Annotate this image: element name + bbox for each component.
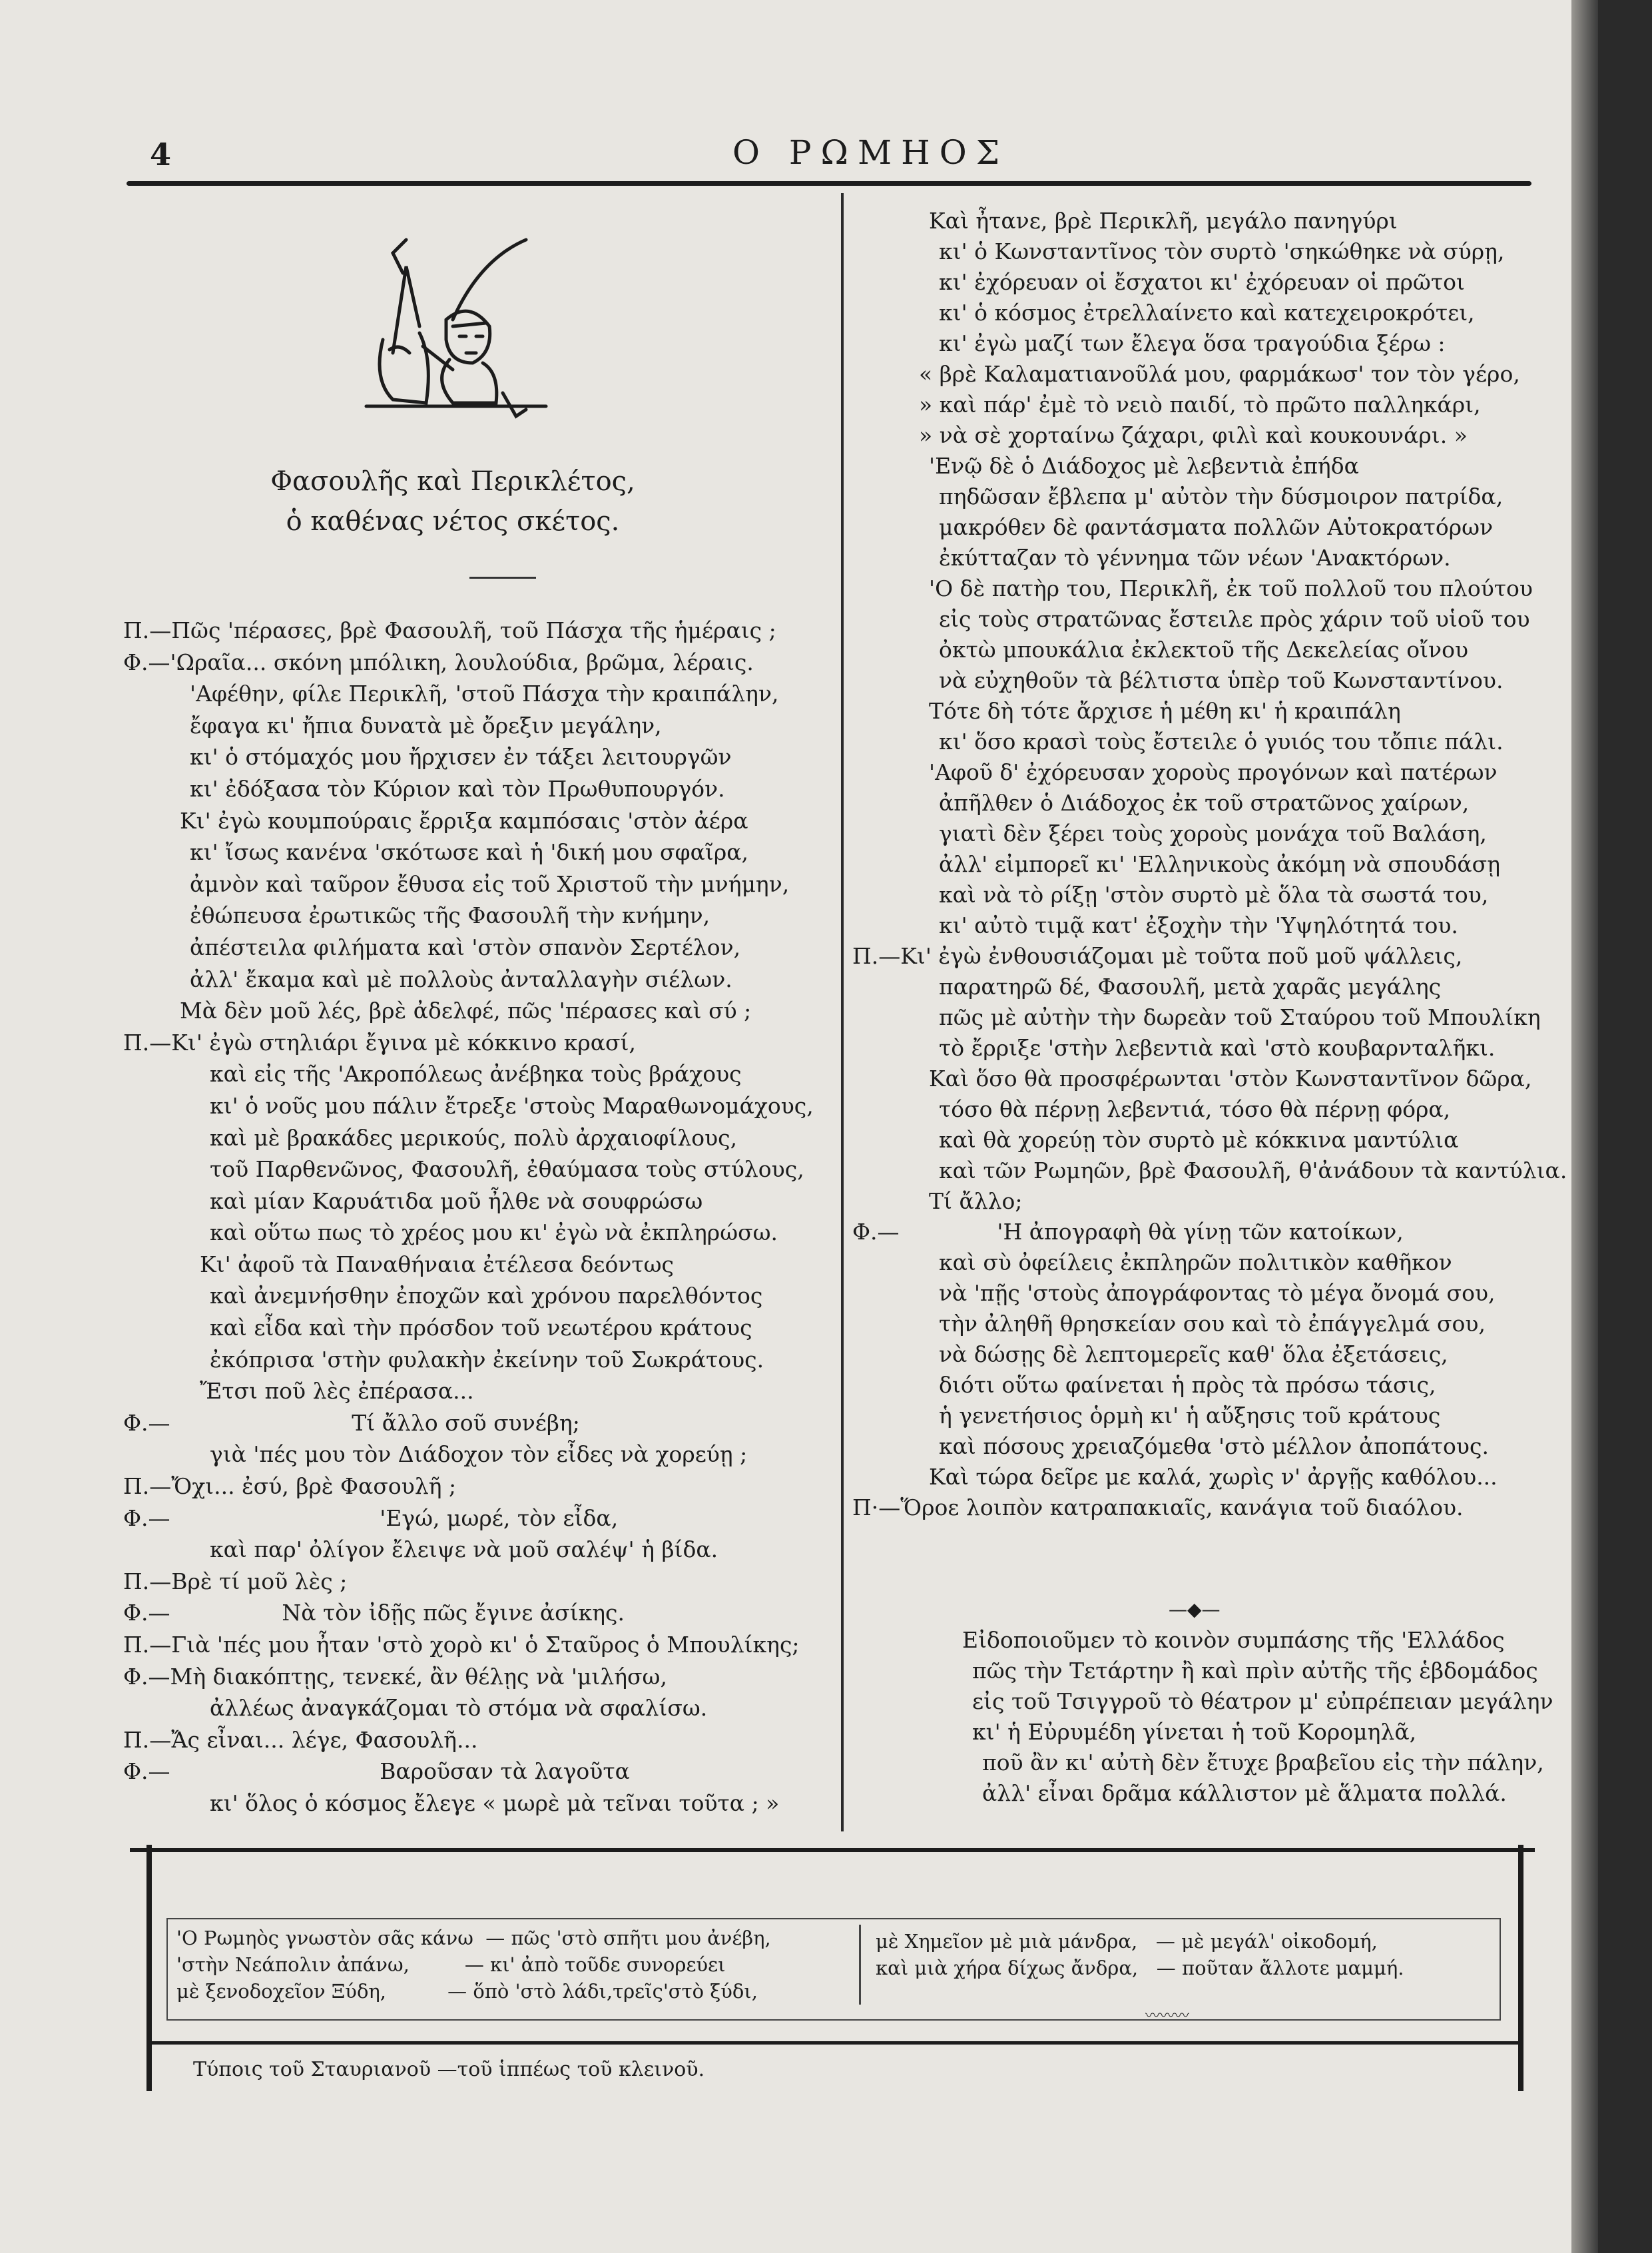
advert-left-text bbox=[176, 1925, 771, 2005]
verse-line: Π.—Ὄχι... ἐσύ, βρὲ Φασουλῆ ; bbox=[123, 1473, 457, 1500]
verse-line: » καὶ πάρ' ἐμὲ τὸ νειὸ παιδί, τὸ πρῶτο παλληκάρι, bbox=[919, 392, 1481, 418]
verse-line: Π·—Ὅροε λοιπὸν κατραπακιαῖς, κανάγια τοῦ διαόλου. bbox=[852, 1494, 1464, 1520]
verse-line: καὶ οὕτω πως τὸ χρέος μου κι' ἐγὼ νὰ ἐκπληρώσω. bbox=[210, 1219, 778, 1246]
verse-line: κι' αὐτὸ τιμᾷ κατ' ἐξοχὴν τὴν 'Υψηλότητά του. bbox=[939, 912, 1458, 938]
footer-rule bbox=[146, 2041, 1518, 2045]
verse-line: ἐθώπευσα ἐρωτικῶς τῆς Φασουλῆ τὴν κνήμην, bbox=[190, 902, 710, 929]
verse-line: κι' ὅλος ὁ κόσμος ἔλεγε « μωρὲ μὰ τεῖναι τοῦτα ; » bbox=[210, 1789, 780, 1816]
column-rule bbox=[841, 193, 844, 1831]
verse-line: ἀλλ' ἔκαμα καὶ μὲ πολλοὺς ἀνταλλαγὴν σιέλων. bbox=[190, 966, 732, 992]
advert-top-rule bbox=[130, 1848, 1535, 1852]
advert-flourish: 〰〰〰 bbox=[1145, 2008, 1190, 2025]
verse-line: καὶ παρ' ὀλίγον ἔλειψε νὰ μοῦ σαλέψ' ἡ βίδα. bbox=[210, 1536, 718, 1563]
notice-line: ποῦ ἂν κι' αὐτὴ δὲν ἔτυχε βραβεῖου εἰς τὴν πάλην, bbox=[982, 1750, 1544, 1775]
verse-line: ἀλλ' εἰμπορεῖ κι' 'Ελληνικοὺς ἀκόμη νὰ σπουδάσῃ bbox=[939, 851, 1500, 877]
title-line-1: Φασουλῆς καὶ Περικλέτος, bbox=[270, 466, 635, 497]
verse-line: 'Ενῷ δὲ ὁ Διάδοχος μὲ λεβεντιὰ ἐπήδα bbox=[929, 453, 1359, 479]
advert-line: μὲ Χημεῖον μὲ μιὰ μάνδρα, — μὲ μεγάλ' οἰκοδομή, bbox=[876, 1930, 1378, 1953]
verse-line: ἀλλέως ἀναγκάζομαι τὸ στόμα νὰ σφαλίσω. bbox=[210, 1695, 708, 1722]
verse-line: παρατηρῶ δέ, Φασουλῆ, μετὰ χαρᾶς μεγάλης bbox=[939, 974, 1442, 1000]
verse-line: καὶ πόσους χρειαζόμεθα 'στὸ μέλλον ἀποπάτους. bbox=[939, 1433, 1489, 1459]
verse-line: καὶ εἶδα καὶ τὴν πρόσδον τοῦ νεωτέρου κράτους bbox=[210, 1315, 752, 1341]
notice-line: πῶς τὴν Τετάρτην ἢ καὶ πρὶν αὐτῆς τῆς ἑβδομάδος bbox=[972, 1658, 1538, 1684]
verse-line: τὸ ἔρριξε 'στὴν λεβεντιὰ καὶ 'στὸ κουβαρνταλῆκι. bbox=[939, 1035, 1496, 1061]
verse-line: Κι' ἐγὼ κουμπούραις ἔρριξα καμπόσαις 'στὸν ἀέρα bbox=[180, 807, 748, 834]
verse-line: καὶ μίαν Καρυάτιδα μοῦ ἦλθε νὰ σουφρώσω bbox=[210, 1187, 703, 1214]
verse-line: Φ.— Τί ἄλλο σοῦ συνέβη; bbox=[123, 1409, 580, 1436]
masthead: Ο ΡΩΜΗΟΣ bbox=[732, 133, 1009, 172]
verse-line: ἐκύτταζαν τὸ γέννημα τῶν νέων 'Ανακτόρων. bbox=[939, 545, 1451, 571]
verse-line: « βρὲ Καλαματιανοῦλά μου, φαρμάκωσ' τον τὸν γέρο, bbox=[919, 361, 1520, 387]
verse-line: Καὶ τώρα δεῖρε με καλά, χωρὶς ν' ἀργῇς καθόλου... bbox=[929, 1464, 1498, 1490]
verse-line: κι' ἐδόξασα τὸν Κύριον καὶ τὸν Πρωθυπουργόν. bbox=[190, 775, 725, 802]
verse-line: Φ.—Μὴ διακόπτῃς, τενεκέ, ἂν θέλῃς νὰ 'μιλήσω, bbox=[123, 1663, 667, 1690]
notice-line: Εἰδοποιοῦμεν τὸ κοινὸν συμπάσης τῆς 'Ελλάδος bbox=[962, 1627, 1505, 1653]
advert-left-bar bbox=[146, 1845, 152, 2065]
advert-line: 'Ο Ρωμηὸς γνωστὸν σᾶς κάνω — πῶς 'στὸ σπῆτι μου ἀνέβη, bbox=[176, 1927, 771, 1949]
title-line-2: ὁ καθένας νέτος σκέτος. bbox=[286, 506, 620, 537]
verse-line: καὶ σὺ ὀφείλεις ἐκπληρῶν πολιτικὸν καθῆκον bbox=[939, 1249, 1452, 1275]
notice-line: ἀλλ' εἶναι δρᾶμα κάλλιστον μὲ ἅλματα πολλά. bbox=[982, 1780, 1507, 1806]
verse-line: Φ.—'Ωραῖα... σκόνη μπόλικη, λουλούδια, βρῶμα, λέραις. bbox=[123, 649, 754, 675]
advert-line: μὲ ξενοδοχεῖον Ξύδη, — ὅπὸ 'στὸ λάδι,τρεῖς'στὸ ξύδι, bbox=[176, 1980, 758, 2003]
verse-line: καὶ εἰς τῆς 'Ακροπόλεως ἀνέβηκα τοὺς βράχους bbox=[210, 1061, 742, 1088]
verse-line: Φ.— Νὰ τὸν ἰδῇς πῶς ἔγινε ἀσίκης. bbox=[123, 1600, 625, 1626]
advert-line: 'στὴν Νεάπολιν ἀπάνω, — κι' ἀπὸ τοῦδε συνορεύει bbox=[176, 1953, 726, 1976]
advert-divider bbox=[859, 1925, 861, 2005]
verse-line: νὰ 'πῇς 'στοὺς ἀπογράφοντας τὸ μέγα ὄνομά σου, bbox=[939, 1280, 1496, 1306]
verse-line: ἔφαγα κι' ἤπια δυνατὰ μὲ ὄρεξιν μεγάλην, bbox=[190, 712, 662, 739]
verse-line: Μὰ δὲν μοῦ λές, βρὲ ἀδελφέ, πῶς 'πέρασες καὶ σύ ; bbox=[180, 998, 752, 1024]
verse-line: Φ.— 'Η ἀπογραφὴ θὰ γίνῃ τῶν κατοίκων, bbox=[852, 1219, 1404, 1245]
verse-line: Π.—Βρὲ τί μοῦ λὲς ; bbox=[123, 1568, 348, 1594]
verse-line: καὶ θὰ χορεύῃ τὸν συρτὸ μὲ κόκκινα μαντύλια bbox=[939, 1127, 1459, 1153]
left-column bbox=[123, 615, 836, 1819]
notice-line: κι' ἡ Εὐρυμέδη γίνεται ἡ τοῦ Κορομηλᾶ, bbox=[972, 1719, 1417, 1745]
verse-line: ὀκτὼ μπουκάλια ἐκλεκτοῦ τῆς Δεκελείας οἴνου bbox=[939, 637, 1469, 663]
verse-line: τοῦ Παρθενῶνος, Φασουλῆ, ἐθαύμασα τοὺς στύλους, bbox=[210, 1156, 804, 1183]
verse-line: καὶ νὰ τὸ ρίξῃ 'στὸν συρτὸ μὲ ὅλα τὰ σωστά του, bbox=[939, 882, 1489, 908]
verse-line: κι' ὁ νοῦς μου πάλιν ἔτρεξε 'στοὺς Μαραθωνομάχους, bbox=[210, 1092, 814, 1119]
verse-line: Τότε δὴ τότε ἄρχισε ἡ μέθη κι' ἡ κραιπάλη bbox=[929, 698, 1401, 724]
verse-line: κι' ὁ κόσμος ἐτρελλαίνετο καὶ κατεχειροκρότει, bbox=[939, 300, 1475, 326]
advert-right-text bbox=[876, 1928, 1404, 1981]
verse-line: Φ.— 'Εγώ, μωρέ, τὸν εἶδα, bbox=[123, 1504, 619, 1531]
verse-line: Π.—Κι' ἐγὼ ἐνθουσιάζομαι μὲ τοῦτα ποῦ μοῦ ψάλλεις, bbox=[852, 943, 1463, 969]
verse-line: Κι' ἀφοῦ τὰ Παναθήναια ἐτέλεσα δεόντως bbox=[200, 1251, 675, 1277]
verse-line: πηδῶσαν ἔβλεπα μ' αὐτὸν τὴν δύσμοιρον πατρίδα, bbox=[939, 483, 1504, 509]
right-column bbox=[852, 205, 1567, 1522]
header-rule bbox=[127, 181, 1531, 186]
verse-line: 'Αφοῦ δ' ἐχόρευσαν χοροὺς προγόνων καὶ πατέρων bbox=[929, 759, 1498, 785]
title-divider bbox=[469, 577, 536, 579]
binding-edge bbox=[1571, 0, 1652, 2253]
verse-line: κι' ὁ στόμαχός μου ἤρχισεν ἐν τάξει λειτουργῶν bbox=[190, 744, 732, 771]
verse-line: κι' ὅσο κρασὶ τοὺς ἔστειλε ὁ γυιός του τὄπιε πάλι. bbox=[939, 729, 1504, 755]
section-ornament: —◆— bbox=[1169, 1598, 1221, 1620]
verse-line: νὰ εὐχηθοῦν τὰ βέλτιστα ὑπὲρ τοῦ Κωνσταντίνου. bbox=[939, 667, 1504, 693]
verse-line: Φ.— Βαροῦσαν τὰ λαγοῦτα bbox=[123, 1758, 630, 1785]
verse-line: Τί ἄλλο; bbox=[929, 1188, 1023, 1214]
verse-line: Π.—Ἄς εἶναι... λέγε, Φασουλῆ... bbox=[123, 1726, 478, 1753]
verse-line: Καὶ ὅσο θὰ προσφέρωνται 'στὸν Κωνσταντῖνον δῶρα, bbox=[929, 1066, 1532, 1092]
theatre-notice bbox=[906, 1625, 1553, 1809]
verse-line: κι' ἴσως κανένα 'σκότωσε καὶ ἡ 'δική μου σφαῖρα, bbox=[190, 839, 749, 866]
verse-line: μακρόθεν δὲ φαντάσματα πολλῶν Αὐτοκρατόρων bbox=[939, 514, 1494, 540]
verse-line: κι' ἐχόρευαν οἱ ἔσχατοι κι' ἐχόρευαν οἱ πρῶτοι bbox=[939, 269, 1465, 295]
verse-line: » νὰ σὲ χορταίνω ζάχαρι, φιλὶ καὶ κουκουνάρι. » bbox=[919, 422, 1468, 448]
verse-line: γιὰ 'πές μου τὸν Διάδοχον τὸν εἶδες νὰ χορεύῃ ; bbox=[210, 1441, 748, 1468]
verse-line: Π.—Γιὰ 'πές μου ἦταν 'στὸ χορὸ κι' ὁ Σταῦρος ὁ Μπουλίκης; bbox=[123, 1632, 800, 1658]
footer-right-bar bbox=[1518, 2051, 1523, 2091]
page-number: 4 bbox=[150, 137, 172, 172]
footer-left-bar bbox=[146, 2051, 152, 2091]
verse-line: καὶ μὲ βρακάδες μερικούς, πολὺ ἀρχαιοφίλους, bbox=[210, 1124, 738, 1151]
puppet-illustration bbox=[353, 226, 553, 440]
verse-line: ἀμνὸν καὶ ταῦρον ἔθυσα εἰς τοῦ Χριστοῦ τὴν μνήμην, bbox=[190, 870, 790, 897]
verse-line: ἀπέστειλα φιλήματα καὶ 'στὸν σπανὸν Σερτέλον, bbox=[190, 934, 741, 960]
verse-line: Π.—Κι' ἐγὼ στηλιάρι ἔγινα μὲ κόκκινο κρασί, bbox=[123, 1029, 636, 1056]
advert-right-bar bbox=[1518, 1845, 1523, 2065]
verse-line: Ἔτσι ποῦ λὲς ἐπέρασα... bbox=[200, 1378, 474, 1405]
verse-line: κι' ἐγὼ μαζί των ἔλεγα ὅσα τραγούδια ξέρω : bbox=[939, 330, 1446, 356]
verse-line: τὴν ἀληθῆ θρησκείαν σου καὶ τὸ ἐπάγγελμά σου, bbox=[939, 1311, 1486, 1337]
verse-line: τόσο θὰ πέρνῃ λεβεντιά, τόσο θὰ πέρνῃ φόρα, bbox=[939, 1096, 1451, 1122]
verse-line: καὶ ἀνεμνήσθην ἐποχῶν καὶ χρόνου παρελθόντος bbox=[210, 1283, 763, 1309]
verse-line: ἐκόπρισα 'στὴν φυλακὴν ἐκείνην τοῦ Σωκράτους. bbox=[210, 1346, 764, 1373]
verse-line: γιατὶ δὲν ξέρει τοὺς χοροὺς μονάχα τοῦ Βαλάση, bbox=[939, 820, 1487, 846]
verse-line: 'Ο δὲ πατὴρ του, Περικλῆ, ἐκ τοῦ πολλοῦ του πλούτου bbox=[929, 575, 1533, 601]
verse-line: κι' ὁ Κωνσταντῖνος τὸν συρτὸ 'σηκώθηκε νὰ σύρῃ, bbox=[939, 238, 1505, 264]
verse-line: ἀπῆλθεν ὁ Διάδοχος ἐκ τοῦ στρατῶνος χαίρων, bbox=[939, 790, 1470, 816]
verse-line: Καὶ ἦτανε, βρὲ Περικλῆ, μεγάλο πανηγύρι bbox=[929, 208, 1398, 234]
verse-line: 'Αφέθην, φίλε Περικλῆ, 'στοῦ Πάσχα τὴν κραιπάλην, bbox=[190, 681, 779, 707]
printer-imprint: Τύποις τοῦ Σταυριανοῦ —τοῦ ἱππέως τοῦ κλεινοῦ. bbox=[193, 2058, 705, 2081]
verse-line: εἰς τοὺς στρατῶνας ἔστειλε πρὸς χάριν τοῦ υἱοῦ του bbox=[939, 606, 1530, 632]
verse-line: διότι οὕτω φαίνεται ἡ πρὸς τὰ πρόσω τάσις, bbox=[939, 1372, 1436, 1398]
verse-line: ἡ γενετήσιος ὁρμὴ κι' ἡ αὔξησις τοῦ κράτους bbox=[939, 1403, 1441, 1429]
notice-line: εἰς τοῦ Τσιγγροῦ τὸ θέατρον μ' εὐπρέπειαν μεγάλην bbox=[972, 1688, 1553, 1714]
verse-line: καὶ τῶν Ρωμηῶν, βρὲ Φασουλῆ, θ'ἀνάδουν τὰ καντύλια. bbox=[939, 1157, 1567, 1183]
advert-line: καὶ μιὰ χήρα δίχως ἄνδρα, — ποῦταν ἄλλοτε μαμμή. bbox=[876, 1957, 1404, 1979]
verse-line: νὰ δώσῃς δὲ λεπτομερεῖς καθ' ὅλα ἐξετάσεις, bbox=[939, 1341, 1448, 1367]
verse-line: πῶς μὲ αὐτὴν τὴν δωρεὰν τοῦ Σταύρου τοῦ Μπουλίκη bbox=[939, 1004, 1541, 1030]
verse-line: Π.—Πῶς 'πέρασες, βρὲ Φασουλῆ, τοῦ Πάσχα τῆς ἡμέραις ; bbox=[123, 617, 776, 643]
